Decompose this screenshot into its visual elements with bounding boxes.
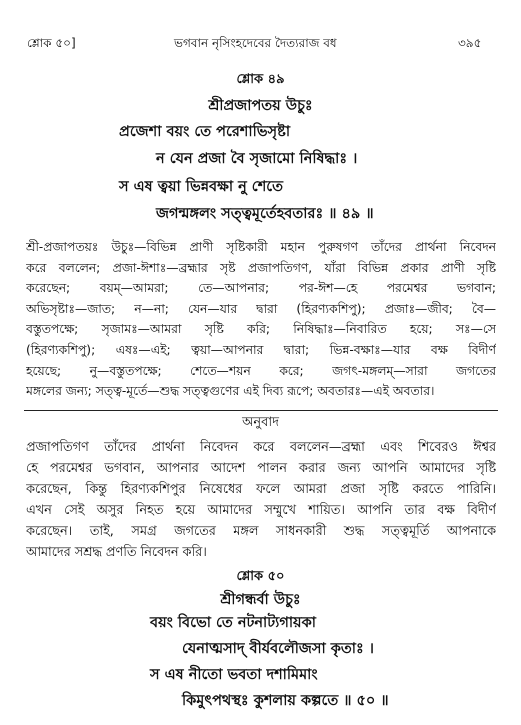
synonyms-line: হয়েছে; নু—বস্তুতপক্ষে; শেতে—শয়ন করে; জগৎ-মঙ্গলম্—সারা জগতের xyxy=(26,363,496,378)
translation-block xyxy=(26,437,496,563)
verse-50-speaker: শ্রীগন্ধর্বা উচুঃ xyxy=(220,592,301,608)
header-left: শ্লোক ৫০] xyxy=(27,36,76,50)
verse-50-line-2: যেনাত্মসাদ্ বীর্যবলৌজসা কৃতাঃ । xyxy=(182,641,374,657)
synonyms-line: (হিরণ্যকশিপু); এষঃ—এই; ত্বয়া—আপনার দ্বারা; ভিন্ন-বক্ষাঃ—যার বক্ষ বিদীর্ণ xyxy=(26,342,496,357)
verse-49-line-3: স এষ ত্বয়া ভিন্নবক্ষা নু শেতে xyxy=(119,179,283,195)
translation-line: আমাদের সশ্রদ্ধ প্রণতি নিবেদন করি। xyxy=(26,545,207,560)
verse-49-line-4: জগন্মঙ্গলং সত্ত্বমূর্তেহবতারঃ ॥ ৪৯ ॥ xyxy=(156,206,374,222)
translation-line: করেছেন। তাই, সমগ্র জগতের মঙ্গল সাধনকারী শুদ্ধ সত্ত্বমূর্তি আপনাকে xyxy=(26,524,496,539)
translation-line: প্রজাপতিগণ তাঁদের প্রার্থনা নিবেদন করে বললেন—ব্রহ্মা এবং শিবেরও ঈশ্বর xyxy=(26,440,496,455)
translation-line: হে পরমেশ্বর ভগবান, আপনার আদেশ পালন করার জন্য আপনি আমাদের সৃষ্টি xyxy=(26,461,496,476)
verse-49-line-1: প্রজেশা বয়ং তে পরেশাভিসৃষ্টা xyxy=(119,124,291,140)
translation-heading: অনুবাদ xyxy=(242,415,279,430)
verse-49-line-2: ন যেন প্রজা বৈ সৃজামো নিষিদ্ধাঃ । xyxy=(156,151,358,167)
synonyms-block xyxy=(26,237,496,402)
verse-50-line-3: স এষ নীতো ভবতা দশামিমাং xyxy=(150,667,318,683)
synonyms-line: করেছেন; বয়ম্—আমরা; তে—আপনার; পর-ঈশ—হে পরমেশ্বর ভগবান; xyxy=(26,281,496,296)
synonyms-line: বস্তুতপক্ষে; সৃজামঃ—আমরা সৃষ্টি করি; নিষিদ্ধাঃ—নিবারিত হয়ে; সঃ—সে xyxy=(26,322,496,337)
translation-line: করেছেন, কিন্তু হিরণ্যকশিপুর নিষেধের ফলে আমরা প্রজা সৃষ্টি করতে পারিনি। xyxy=(26,482,496,497)
synonyms-line: শ্রী-প্রজাপতয়ঃ উচুঃ—বিভিন্ন প্রাণী সৃষ্টিকারী মহান পুরুষগণ তাঁদের প্রার্থনা নিবেদন xyxy=(26,240,496,254)
header-title: ভগবান নৃসিংহদেবের দৈত্যরাজ বধ xyxy=(174,36,337,50)
verse-49-speaker: শ্রীপ্রজাপতয় উচুঃ xyxy=(208,98,313,114)
synonyms-line: করে বললেন; প্রজা-ঈশাঃ—ব্রহ্মার সৃষ্ট প্রজাপতিগণ, যাঁরা বিভিন্ন প্রকার প্রাণী সৃষ্টি xyxy=(26,260,496,275)
verse-50-number: শ্লোক ৫০ xyxy=(236,569,285,584)
verse-49-number: শ্লোক ৪৯ xyxy=(236,72,285,87)
header-page-number: ৩৯৫ xyxy=(458,36,482,50)
synonyms-line: মঙ্গলের জন্য; সত্ত্ব-মূর্তে—শুদ্ধ সত্ত্বগুণের এই দিব্য রূপে; অবতারঃ—এই অবতার। xyxy=(26,384,435,399)
divider-rule xyxy=(24,410,498,411)
verse-50-line-4: কিমুৎপথস্থঃ কুশলায় কল্পতে ॥ ৫০ ॥ xyxy=(182,693,389,709)
verse-50-line-1: বয়ং বিভো তে নটনাট্যগায়কা xyxy=(150,615,316,631)
synonyms-line: অভিসৃষ্টাঃ—জাত; ন—না; যেন—যার দ্বারা (হিরণ্যকশিপু); প্রজাঃ—জীব; বৈ— xyxy=(26,301,496,316)
translation-line: এখন সেই অসুর নিহত হয়ে আমাদের সম্মুখে শায়িত। আপনি তার বক্ষ বিদীর্ণ xyxy=(26,503,496,518)
